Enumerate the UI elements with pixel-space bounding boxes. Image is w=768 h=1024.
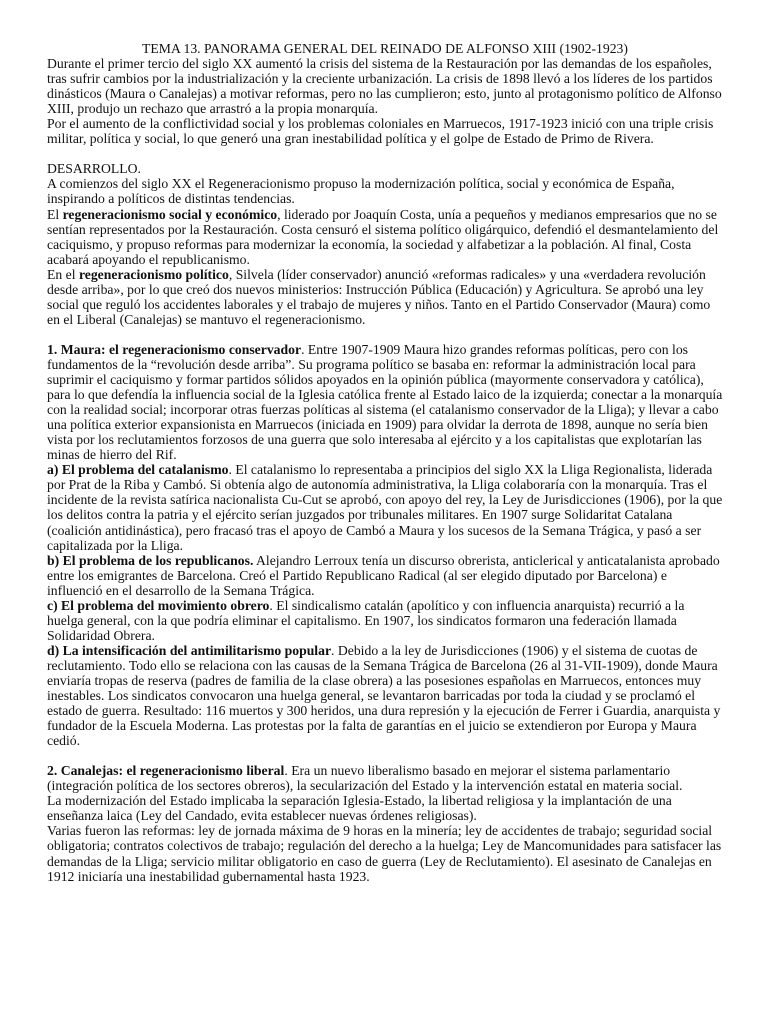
subsection-heading: a) El problema del catalanismo	[47, 462, 229, 478]
paragraph-prefix: En el	[47, 266, 79, 282]
paragraph-text: . Entre 1907-1909 Maura hizo grandes reformas políticas, pero con los fundamentos de la “revolución desde arriba”. Su programa político se basaba en: reformar la administración local para suprimir el caciquismo y formar partidos sólidos apoyados en la opinión pública (mayormente conservadora y católica), para lo que defendía la influencia social de la Iglesia católica frente al Estado laico de la izquierda; conectar a la monarquía con la realidad social; incorporar otras fuerzas políticas al sistema (el catalanismo conservador de la Lliga); y llevar a cabo una política exterior expansionista en Marruecos (iniciada en 1909) para olvidar la derrota de 1898, aunque no sería bien vista por los reclutamientos forzosos de una guerra que solo interesaba al ejército y a los capitalistas que explotarían las minas de hierro del Rif.	[47, 341, 723, 463]
subsection-heading: c) El problema del movimiento obrero	[47, 597, 270, 613]
section-heading-maura: 1. Maura: el regeneracionismo conservador	[47, 341, 302, 357]
document-title: TEMA 13. PANORAMA GENERAL DEL REINADO DE ALFONSO XIII (1902-1923)	[142, 41, 628, 56]
canalejas-paragraph: Varias fueron las reformas: ley de jornada máxima de 9 horas en la minería; ley de accidentes de trabajo; seguridad social obligatoria; contratos colectivos de trabajo; regulación del derecho a la huelga; Ley de Mancomunidades para satisfacer las demandas de la Lliga; servicio militar obligatorio en caso de guerra (Ley de Reclutamiento). El asesinato de Canalejas en 1912 iniciaría una inestabilidad gubernamental hasta 1923.	[47, 823, 722, 884]
regeneracionismo-politico-paragraph	[47, 267, 723, 327]
problem-paragraph-republicanos	[47, 553, 723, 598]
problem-paragraph-antimilitarismo	[47, 643, 723, 748]
document-page	[47, 41, 723, 884]
paragraph-spacer	[47, 327, 723, 342]
paragraph-text: Alejandro Lerroux tenía un discurso obrerista, anticlerical y anticatalanista aprobado entre los emigrantes de Barcelona. Creó el Partido Republicano Radical (al ser elegido diputado por Barcelona) e influenció en el desarrollo de la Semana Trágica.	[47, 552, 720, 598]
paragraph-text: . Era un nuevo liberalismo basado en mejorar el sistema parlamentario (integración política de los sectores obreros), la secularización del Estado y la intervención estatal en materia social.	[47, 763, 683, 794]
desarrollo-intro-paragraph: A comienzos del siglo XX el Regeneracionismo propuso la modernización política, social y económica de España, inspirando a políticos de distintas tendencias.	[47, 176, 675, 207]
paragraph-spacer	[47, 146, 723, 161]
intro-paragraph: Durante el primer tercio del siglo XX aumentó la crisis del sistema de la Restauración por las demandas de los españoles, tras sufrir cambios por la industrialización y la creciente urbanización. La crisis de 1898 llevó a los líderes de los partidos dinásticos (Maura o Canalejas) a motivar reformas, pero no las cumplieron; esto, junto al protagonismo político de Alfonso XIII, produjo un rechazo que arrastró a la propia monarquía.	[47, 56, 722, 117]
intro-paragraph: Por el aumento de la conflictividad social y los problemas coloniales en Marruecos, 1917-1923 inició con una triple crisis militar, política y social, lo que generó una gran inestabilidad política y el golpe de Estado de Primo de Rivera.	[47, 116, 714, 147]
problem-paragraph-movimiento-obrero	[47, 598, 723, 643]
regeneracionismo-social-paragraph	[47, 207, 723, 267]
paragraph-text: , liderado por Joaquín Costa, unía a pequeños y medianos empresarios que no se sentían representados por la Restauración. Costa censuró el sistema político oligárquico, defendió el desmantelamiento del caciquismo, y propuso reformas para modernizar la economía, la sociedad y alfabetizar a la población. Al final, Costa acabará apoyando el republicanismo.	[47, 206, 719, 267]
paragraph-text: . El catalanismo lo representaba a principios del siglo XX la Lliga Regionalista, liderada por Prat de la Riba y Cambó. Si obtenía algo de autonomía administrativa, la Lliga colaboraría con la monarquía. Tras el incidente de la revista satírica nacionalista Cu-Cut se aprobó, con apoyo del rey, la Ley de Jurisdicciones (1906), por la que los delitos contra la patria y el ejército serían juzgados por tribunales militares. En 1907 surge Solidaritat Catalana (coalición antidinástica), pero fracasó tras el apoyo de Cambó a Maura y los sucesos de la Semana Trágica, y pasó a ser capitalizada por la Lliga.	[47, 462, 723, 553]
paragraph-prefix: El	[47, 206, 63, 222]
subsection-heading: d) La intensificación del antimilitarismo popular	[47, 642, 332, 658]
paragraph-spacer	[47, 748, 723, 763]
paragraph-text: . El sindicalismo catalán (apolítico y con influencia anarquista) recurrió a la huelga general, con la que podría eliminar el capitalismo. En 1907, los sindicatos formaron una federación llamada Solidaridad Obrera.	[47, 597, 685, 643]
section-heading-canalejas: 2. Canalejas: el regeneracionismo liberal	[47, 763, 285, 779]
section-heading-desarrollo: DESARROLLO.	[47, 161, 141, 177]
problem-paragraph-catalanismo	[47, 462, 723, 552]
maura-section-paragraph	[47, 342, 723, 462]
paragraph-text: , Silvela (líder conservador) anunció «reformas radicales» y una «verdadera revolución desde arriba», por lo que creó dos nuevos ministerios: Instrucción Pública (Educación) y Agricultura. Se aprobó una ley social que reguló los accidentes laborales y el trabajo de mujeres y niños. Tanto en el Partido Conservador (Maura) como en el Liberal (Canalejas) se mantuvo el regeneracionismo.	[47, 266, 711, 327]
canalejas-paragraph: La modernización del Estado implicaba la separación Iglesia-Estado, la libertad religiosa y la implantación de una enseñanza laica (Ley del Candado, evita establecer nuevas órdenes religiosas).	[47, 793, 672, 824]
subsection-heading: b) El problema de los republicanos.	[47, 552, 254, 568]
bold-term: regeneracionismo político	[78, 266, 229, 282]
paragraph-text: . Debido a la ley de Jurisdicciones (1906) y el sistema de cuotas de reclutamiento. Todo ello se relaciona con las causas de la Semana Trágica de Barcelona (26 al 31-VII-1909), donde Maura enviaría tropas de reserva (padres de familia de la clase obrera) a las posesiones españolas en Marruecos, entonces muy inestables. Los sindicatos convocaron una huelga general, se levantaron barricadas por toda la ciudad y se proclamó el estado de guerra. Resultado: 116 muertos y 300 heridos, una dura represión y la ejecución de Ferrer i Guardia, anarquista y fundador de la Escuela Moderna. Las protestas por la falta de garantías en el juicio se extendieron por Europa y Maura cedió.	[47, 642, 721, 749]
bold-term: regeneracionismo social y económico	[62, 206, 278, 222]
canalejas-section-paragraph	[47, 763, 723, 793]
